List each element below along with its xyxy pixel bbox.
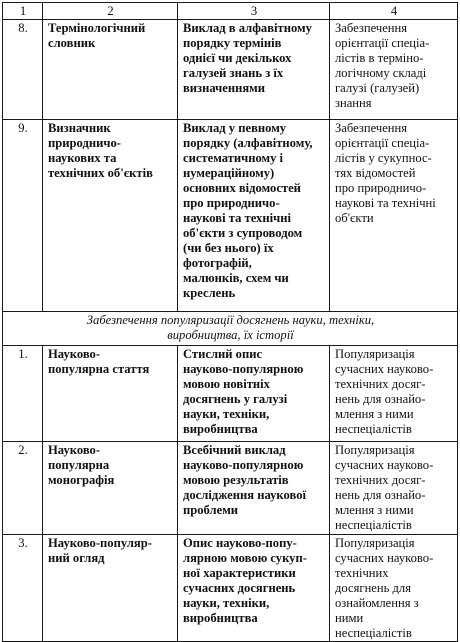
- section-title: Забезпечення популяризації досягнень науки, техніки, виробництва, їх історії: [3, 312, 458, 346]
- publication-type: Науково- популярна монографія: [43, 442, 178, 535]
- publication-type: Науково- популярна стаття: [43, 346, 178, 442]
- row-number: 2.: [3, 442, 43, 535]
- publication-purpose: Забезпечення орієнтації спеціа- лістів у сукупнос- тях відомостей про природничо- наукові та технічні об'єкти: [330, 120, 458, 312]
- header-col-4: 4: [330, 3, 458, 20]
- publication-type: Науково-популяр- ний огляд: [43, 535, 178, 642]
- publication-purpose: Популяризація сучасних науково- технічних досягнень для ознайомлення з ними неспеціалістів: [330, 535, 458, 642]
- table-row: [3, 535, 458, 642]
- table-row: [3, 346, 458, 442]
- publication-description: Виклад в алфавітному порядку термінів однієї чи декількох галузей знань з їх визначеннями: [178, 20, 330, 120]
- header-col-2: 2: [43, 3, 178, 20]
- publication-description: Всебічний виклад науково-популярною мовою результатів дослідження наукової проблеми: [178, 442, 330, 535]
- table-row: [3, 20, 458, 120]
- row-number: 8.: [3, 20, 43, 120]
- classification-table: [2, 2, 458, 642]
- publication-description: Стислий опис науково-популярною мовою новітніх досягнень у галузі науки, техніки, виробництва: [178, 346, 330, 442]
- row-number: 3.: [3, 535, 43, 642]
- section-row: [3, 312, 458, 346]
- publication-type: Визначник природничо- наукових та технічних об'єктів: [43, 120, 178, 312]
- publication-purpose: Популяризація сучасних науково- технічних досяг- нень для ознайо- млення з ними неспеціалістів: [330, 442, 458, 535]
- publication-purpose: Забезпечення орієнтації спеціа- лістів в терміно- логічному складі галузі (галузей) знання: [330, 20, 458, 120]
- publication-description: Опис науково-попу- лярною мовою сукуп- ної характеристики сучасних досягнень науки, техніки, виробництва: [178, 535, 330, 642]
- header-col-3: 3: [178, 3, 330, 20]
- header-row: [3, 3, 458, 20]
- row-number: 1.: [3, 346, 43, 442]
- table-row: [3, 120, 458, 312]
- publication-description: Виклад у певному порядку (алфавітному, систематичному і нумераційному) основних відомостей про природничо- наукові та технічні об'єкти з супроводом (чи без нього) їх фотографій, малюнків, схем чи креслень: [178, 120, 330, 312]
- publication-purpose: Популяризація сучасних науково- технічних досяг- нень для ознайо- млення з ними неспеціалістів: [330, 346, 458, 442]
- table-row: [3, 442, 458, 535]
- header-col-1: 1: [3, 3, 43, 20]
- row-number: 9.: [3, 120, 43, 312]
- publication-type: Термінологічний словник: [43, 20, 178, 120]
